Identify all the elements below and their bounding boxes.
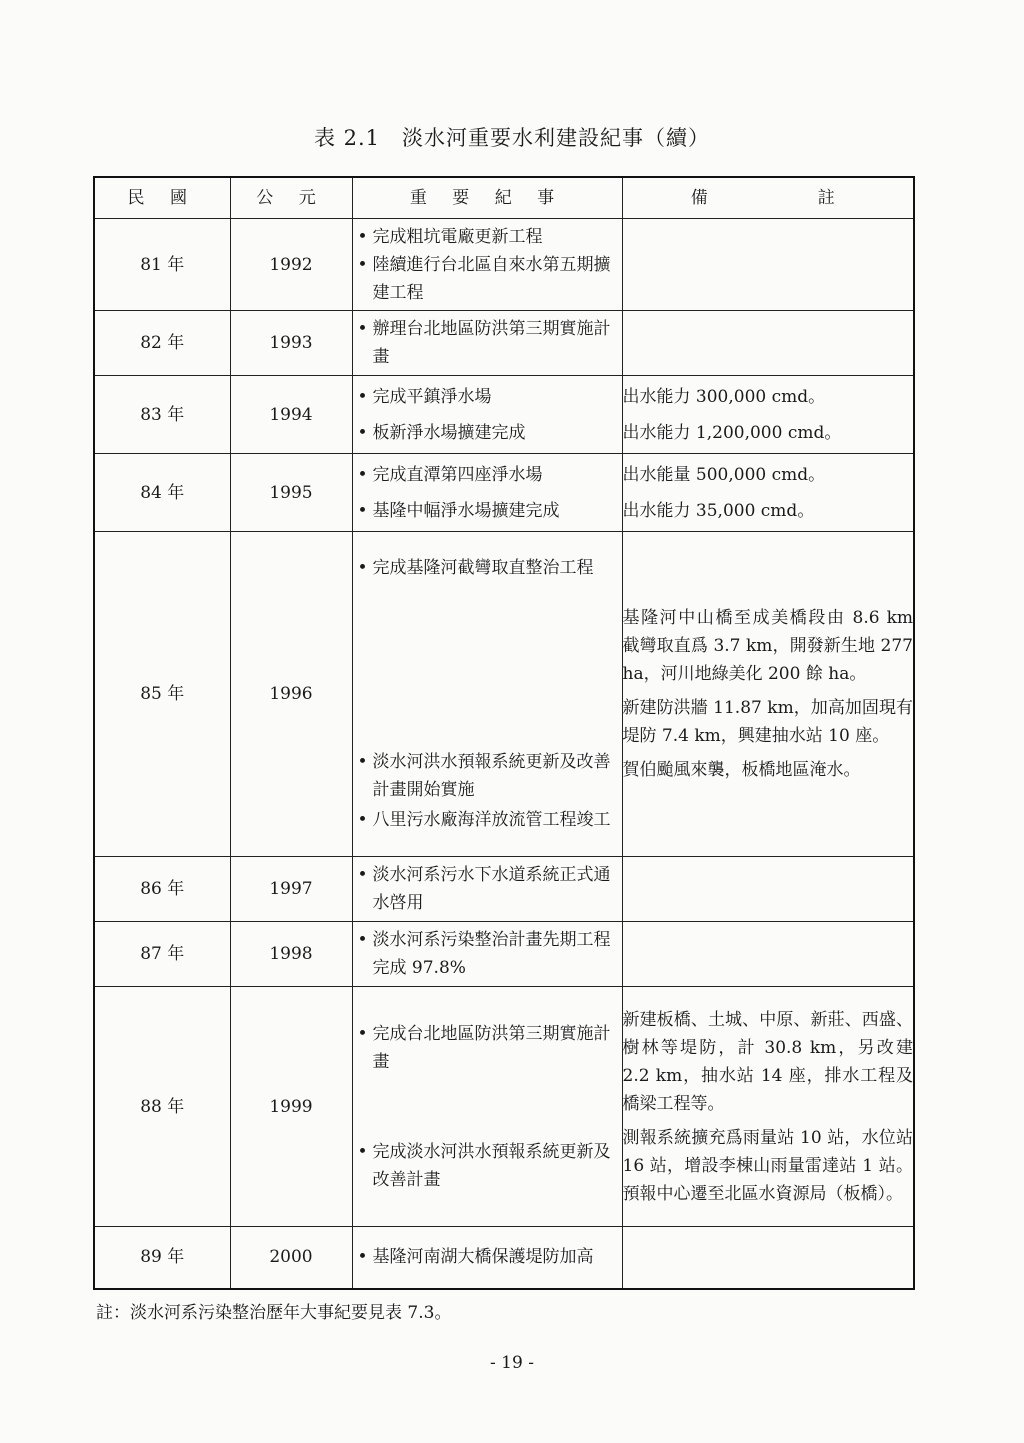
notes-cell <box>622 857 914 922</box>
ad-year-cell: 1992 <box>230 219 352 311</box>
ad-year-cell: 1996 <box>230 532 352 857</box>
event-item <box>353 554 622 582</box>
ad-year-cell: 2000 <box>230 1227 352 1289</box>
bullet-icon: • <box>357 752 368 772</box>
notes-cell <box>622 376 914 454</box>
bullet-icon: • <box>357 254 368 275</box>
bullet-icon: • <box>357 464 368 485</box>
bullet-icon: • <box>357 319 368 339</box>
events-cell <box>352 311 622 376</box>
table-row <box>94 987 914 1227</box>
table-title: 表 2.1 淡水河重要水利建設紀事（續） <box>313 126 711 150</box>
roc-year-cell: 81 年 <box>94 219 230 311</box>
event-text: 完成台北地區防洪第三期實施計畫 <box>372 1023 611 1072</box>
event-item <box>353 1020 622 1076</box>
bullet-icon: • <box>357 1141 368 1162</box>
event-text: 基隆中幅淨水場擴建完成 <box>372 500 560 521</box>
header-notes-b: 註 <box>817 188 845 208</box>
roc-year-cell: 87 年 <box>94 922 230 987</box>
notes-cell <box>622 922 914 987</box>
event-text: 完成平鎮淨水場 <box>372 386 492 407</box>
notes-cell <box>622 532 914 857</box>
bullet-icon: • <box>357 500 368 521</box>
note-text: 出水能力 35,000 cmd。 <box>622 500 815 521</box>
event-item <box>353 223 622 251</box>
bullet-icon: • <box>357 810 368 830</box>
table-row <box>94 376 914 454</box>
header-roc-year: 民 國 <box>94 177 230 219</box>
roc-year-cell: 89 年 <box>94 1227 230 1289</box>
header-events: 重 要 紀 事 <box>352 177 622 219</box>
note-text: 新建板橋、土城、中原、新莊、西盛、樹林等堤防，計 30.8 km，另改建 2.2 km，抽水站 14 座，排水工程及橋梁工程等。 <box>622 1009 913 1114</box>
event-item <box>353 419 622 447</box>
bullet-icon: • <box>357 422 368 443</box>
event-text: 基隆河南湖大橋保護堤防加高 <box>372 1247 594 1268</box>
events-cell <box>352 1227 622 1289</box>
bullet-icon: • <box>357 1023 368 1044</box>
event-text: 淡水河洪水預報系統更新及改善計畫開始實施 <box>372 752 611 800</box>
note-text: 新建防洪牆 11.87 km，加高加固現有堤防 7.4 km，興建抽水站 10 座。 <box>622 698 913 746</box>
event-item <box>353 861 622 917</box>
note-text: 出水能量 500,000 cmd。 <box>622 464 826 485</box>
note-text: 賀伯颱風來襲，板橋地區淹水。 <box>622 760 861 780</box>
note-text: 測報系統擴充爲雨量站 10 站，水位站 16 站，增設李棟山雨量雷達站 1 站。預報中心遷至北區水資源局（板橋）。 <box>622 1127 913 1204</box>
header-notes-a: 備 <box>690 188 718 208</box>
bullet-icon: • <box>357 1247 368 1268</box>
records-table <box>93 176 915 1290</box>
events-cell <box>352 922 622 987</box>
events-cell <box>352 987 622 1227</box>
event-item <box>353 497 622 525</box>
bullet-icon: • <box>357 930 368 950</box>
event-item <box>353 926 622 982</box>
ad-year-cell: 1998 <box>230 922 352 987</box>
events-cell <box>352 857 622 922</box>
event-item <box>353 748 622 804</box>
table-row <box>94 857 914 922</box>
events-cell <box>352 532 622 857</box>
table-row <box>94 1227 914 1289</box>
event-item <box>353 315 622 371</box>
roc-year-cell: 85 年 <box>94 532 230 857</box>
event-item <box>353 1138 622 1194</box>
event-item <box>353 1243 622 1271</box>
ad-year-cell: 1995 <box>230 454 352 532</box>
roc-year-cell: 86 年 <box>94 857 230 922</box>
note-text: 出水能力 300,000 cmd。 <box>622 386 826 407</box>
note-text: 基隆河中山橋至成美橋段由 8.6 km 截彎取直爲 3.7 km，開發新生地 277 ha，河川地綠美化 200 餘 ha。 <box>622 608 913 684</box>
event-text: 八里污水廠海洋放流管工程竣工 <box>372 810 611 830</box>
footnote: 註：淡水河系污染整治歷年大事紀要見表 7.3。 <box>96 1303 452 1323</box>
event-item <box>353 806 622 834</box>
roc-year-cell: 84 年 <box>94 454 230 532</box>
page-number: - 19 - <box>490 1353 534 1373</box>
roc-year-cell: 82 年 <box>94 311 230 376</box>
ad-year-cell: 1994 <box>230 376 352 454</box>
roc-year-cell: 83 年 <box>94 376 230 454</box>
roc-year-cell: 88 年 <box>94 987 230 1227</box>
event-text: 完成淡水河洪水預報系統更新及改善計畫 <box>372 1141 611 1190</box>
events-cell <box>352 454 622 532</box>
event-item <box>353 251 622 307</box>
event-item <box>353 461 622 489</box>
table-row <box>94 454 914 532</box>
event-text: 板新淨水場擴建完成 <box>372 422 526 443</box>
notes-cell <box>622 454 914 532</box>
event-text: 完成粗坑電廠更新工程 <box>372 226 543 247</box>
note-text: 出水能力 1,200,000 cmd。 <box>622 422 842 443</box>
table-row <box>94 311 914 376</box>
table-row <box>94 922 914 987</box>
event-item <box>353 383 622 411</box>
events-cell <box>352 219 622 311</box>
bullet-icon: • <box>357 386 368 407</box>
event-text: 辦理台北地區防洪第三期實施計畫 <box>372 319 611 367</box>
table-row <box>94 532 914 857</box>
notes-cell <box>622 219 914 311</box>
event-text: 陸續進行台北區自來水第五期擴建工程 <box>372 254 611 303</box>
header-notes <box>622 177 914 219</box>
event-text: 淡水河系污染整治計畫先期工程完成 97.8% <box>372 930 611 978</box>
events-cell <box>352 376 622 454</box>
notes-cell <box>622 311 914 376</box>
event-text: 完成基隆河截彎取直整治工程 <box>372 558 594 578</box>
notes-cell <box>622 1227 914 1289</box>
ad-year-cell: 1993 <box>230 311 352 376</box>
header-ad-year: 公 元 <box>230 177 352 219</box>
bullet-icon: • <box>357 865 368 885</box>
event-text: 淡水河系污水下水道系統正式通水啓用 <box>372 865 611 913</box>
bullet-icon: • <box>357 226 368 247</box>
header-row <box>94 177 914 219</box>
event-text: 完成直潭第四座淨水場 <box>372 464 543 485</box>
table-row <box>94 219 914 311</box>
bullet-icon: • <box>357 558 368 578</box>
notes-cell <box>622 987 914 1227</box>
ad-year-cell: 1999 <box>230 987 352 1227</box>
ad-year-cell: 1997 <box>230 857 352 922</box>
